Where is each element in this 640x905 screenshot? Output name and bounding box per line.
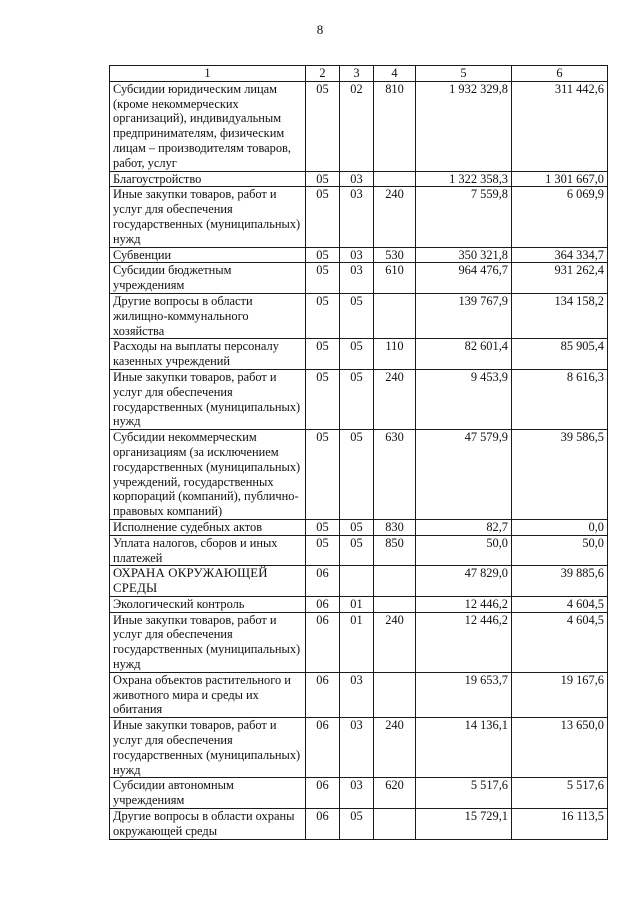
row-amount-col6-cell: 1 301 667,0 <box>512 171 608 187</box>
row-subsection-code-cell: 05 <box>340 535 374 566</box>
row-amount-col6-cell: 134 158,2 <box>512 293 608 338</box>
row-expense-type-cell <box>374 171 416 187</box>
row-section-code-cell: 06 <box>306 672 340 717</box>
table-row <box>110 430 608 520</box>
row-subsection-code-cell: 05 <box>340 293 374 338</box>
row-section-code-cell: 05 <box>306 369 340 429</box>
row-expense-type-cell <box>374 596 416 612</box>
row-amount-col5-cell: 50,0 <box>416 535 512 566</box>
row-expense-type-cell: 630 <box>374 430 416 520</box>
row-section-code-cell: 06 <box>306 809 340 840</box>
row-amount-col5-cell: 1 932 329,8 <box>416 81 512 171</box>
row-name-cell: Иные закупки товаров, работ и услуг для обеспечения государственных (муниципальных) нужд <box>110 612 306 672</box>
row-amount-col6-cell: 364 334,7 <box>512 247 608 263</box>
header-cell-4: 4 <box>374 66 416 82</box>
row-amount-col5-cell: 82,7 <box>416 519 512 535</box>
row-amount-col6-cell: 5 517,6 <box>512 778 608 809</box>
row-subsection-code-cell: 01 <box>340 612 374 672</box>
header-cell-1: 1 <box>110 66 306 82</box>
table-row <box>110 247 608 263</box>
row-amount-col5-cell: 82 601,4 <box>416 339 512 370</box>
row-expense-type-cell: 110 <box>374 339 416 370</box>
row-amount-col5-cell: 1 322 358,3 <box>416 171 512 187</box>
budget-table <box>109 65 608 840</box>
header-cell-6: 6 <box>512 66 608 82</box>
table-row <box>110 263 608 294</box>
row-amount-col6-cell: 4 604,5 <box>512 612 608 672</box>
row-section-code-cell: 06 <box>306 778 340 809</box>
row-section-code-cell: 06 <box>306 596 340 612</box>
row-subsection-code-cell: 03 <box>340 263 374 294</box>
row-amount-col5-cell: 5 517,6 <box>416 778 512 809</box>
row-name-cell: Другие вопросы в области охраны окружающей среды <box>110 809 306 840</box>
row-section-code-cell: 05 <box>306 263 340 294</box>
row-name-cell: Благоустройство <box>110 171 306 187</box>
row-subsection-code-cell: 03 <box>340 672 374 717</box>
table-row <box>110 171 608 187</box>
row-name-cell: Субсидии бюджетным учреждениям <box>110 263 306 294</box>
row-amount-col6-cell: 39 885,6 <box>512 566 608 597</box>
table-row <box>110 339 608 370</box>
row-expense-type-cell <box>374 809 416 840</box>
row-expense-type-cell: 610 <box>374 263 416 294</box>
row-name-cell: Иные закупки товаров, работ и услуг для обеспечения государственных (муниципальных) нужд <box>110 718 306 778</box>
row-section-code-cell: 05 <box>306 519 340 535</box>
row-section-code-cell: 05 <box>306 430 340 520</box>
row-subsection-code-cell: 03 <box>340 171 374 187</box>
table-row <box>110 809 608 840</box>
row-name-cell: Субсидии некоммерческим организациям (за исключением государственных (муниципальных) учреждений, государственных корпораций (компаний), публично-правовых компаний) <box>110 430 306 520</box>
row-section-code-cell: 05 <box>306 187 340 247</box>
row-name-cell: Другие вопросы в области жилищно-коммунального хозяйства <box>110 293 306 338</box>
row-section-code-cell: 05 <box>306 339 340 370</box>
header-cell-5: 5 <box>416 66 512 82</box>
row-amount-col6-cell: 16 113,5 <box>512 809 608 840</box>
row-subsection-code-cell: 05 <box>340 519 374 535</box>
row-expense-type-cell: 240 <box>374 718 416 778</box>
row-expense-type-cell: 240 <box>374 612 416 672</box>
row-section-code-cell: 05 <box>306 247 340 263</box>
row-expense-type-cell: 620 <box>374 778 416 809</box>
row-amount-col5-cell: 9 453,9 <box>416 369 512 429</box>
table-row <box>110 535 608 566</box>
row-section-code-cell: 06 <box>306 566 340 597</box>
row-subsection-code-cell: 05 <box>340 339 374 370</box>
row-name-cell: Субвенции <box>110 247 306 263</box>
row-amount-col6-cell: 931 262,4 <box>512 263 608 294</box>
table-row <box>110 778 608 809</box>
table-header-row <box>110 66 608 82</box>
table-row <box>110 718 608 778</box>
table-row <box>110 293 608 338</box>
row-subsection-code-cell: 01 <box>340 596 374 612</box>
row-amount-col5-cell: 7 559,8 <box>416 187 512 247</box>
row-amount-col5-cell: 19 653,7 <box>416 672 512 717</box>
row-amount-col6-cell: 13 650,0 <box>512 718 608 778</box>
row-section-code-cell: 06 <box>306 718 340 778</box>
row-expense-type-cell: 240 <box>374 187 416 247</box>
row-subsection-code-cell <box>340 566 374 597</box>
row-section-code-cell: 05 <box>306 293 340 338</box>
row-name-cell: Субсидии автономным учреждениям <box>110 778 306 809</box>
row-name-cell: Уплата налогов, сборов и иных платежей <box>110 535 306 566</box>
table-row <box>110 672 608 717</box>
row-amount-col5-cell: 47 829,0 <box>416 566 512 597</box>
table-row <box>110 612 608 672</box>
row-expense-type-cell <box>374 293 416 338</box>
table-row <box>110 187 608 247</box>
table-row <box>110 519 608 535</box>
table-row <box>110 596 608 612</box>
table-row <box>110 566 608 597</box>
row-name-cell: Исполнение судебных актов <box>110 519 306 535</box>
row-amount-col5-cell: 964 476,7 <box>416 263 512 294</box>
row-expense-type-cell: 810 <box>374 81 416 171</box>
row-amount-col5-cell: 350 321,8 <box>416 247 512 263</box>
row-amount-col6-cell: 8 616,3 <box>512 369 608 429</box>
row-expense-type-cell: 240 <box>374 369 416 429</box>
row-expense-type-cell <box>374 672 416 717</box>
row-amount-col5-cell: 15 729,1 <box>416 809 512 840</box>
row-subsection-code-cell: 05 <box>340 430 374 520</box>
row-amount-col6-cell: 50,0 <box>512 535 608 566</box>
row-expense-type-cell: 830 <box>374 519 416 535</box>
row-subsection-code-cell: 03 <box>340 187 374 247</box>
row-name-cell: Охрана объектов растительного и животного мира и среды их обитания <box>110 672 306 717</box>
row-amount-col6-cell: 311 442,6 <box>512 81 608 171</box>
row-amount-col6-cell: 39 586,5 <box>512 430 608 520</box>
row-subsection-code-cell: 05 <box>340 369 374 429</box>
row-section-code-cell: 06 <box>306 612 340 672</box>
row-amount-col6-cell: 85 905,4 <box>512 339 608 370</box>
page-number: 8 <box>316 22 324 37</box>
row-expense-type-cell <box>374 566 416 597</box>
row-amount-col6-cell: 19 167,6 <box>512 672 608 717</box>
header-cell-2: 2 <box>306 66 340 82</box>
row-section-code-cell: 05 <box>306 535 340 566</box>
header-cell-3: 3 <box>340 66 374 82</box>
row-expense-type-cell: 530 <box>374 247 416 263</box>
row-section-code-cell: 05 <box>306 171 340 187</box>
row-amount-col6-cell: 6 069,9 <box>512 187 608 247</box>
row-name-cell: Субсидии юридическим лицам (кроме некоммерческих организаций), индивидуальным предпринимателям, физическим лицам – производителям товаров, работ, услуг <box>110 81 306 171</box>
row-name-cell: Расходы на выплаты персоналу казенных учреждений <box>110 339 306 370</box>
row-amount-col6-cell: 0,0 <box>512 519 608 535</box>
row-subsection-code-cell: 05 <box>340 809 374 840</box>
table-row <box>110 369 608 429</box>
row-amount-col5-cell: 12 446,2 <box>416 612 512 672</box>
row-expense-type-cell: 850 <box>374 535 416 566</box>
row-subsection-code-cell: 03 <box>340 778 374 809</box>
row-subsection-code-cell: 03 <box>340 718 374 778</box>
row-name-cell: Экологический контроль <box>110 596 306 612</box>
row-amount-col5-cell: 139 767,9 <box>416 293 512 338</box>
row-name-cell: Иные закупки товаров, работ и услуг для обеспечения государственных (муниципальных) нужд <box>110 187 306 247</box>
row-name-cell: ОХРАНА ОКРУЖАЮЩЕЙ СРЕДЫ <box>110 566 306 597</box>
row-section-code-cell: 05 <box>306 81 340 171</box>
row-amount-col5-cell: 12 446,2 <box>416 596 512 612</box>
table-row <box>110 81 608 171</box>
row-amount-col6-cell: 4 604,5 <box>512 596 608 612</box>
row-amount-col5-cell: 47 579,9 <box>416 430 512 520</box>
row-subsection-code-cell: 03 <box>340 247 374 263</box>
row-subsection-code-cell: 02 <box>340 81 374 171</box>
row-name-cell: Иные закупки товаров, работ и услуг для обеспечения государственных (муниципальных) нужд <box>110 369 306 429</box>
row-amount-col5-cell: 14 136,1 <box>416 718 512 778</box>
